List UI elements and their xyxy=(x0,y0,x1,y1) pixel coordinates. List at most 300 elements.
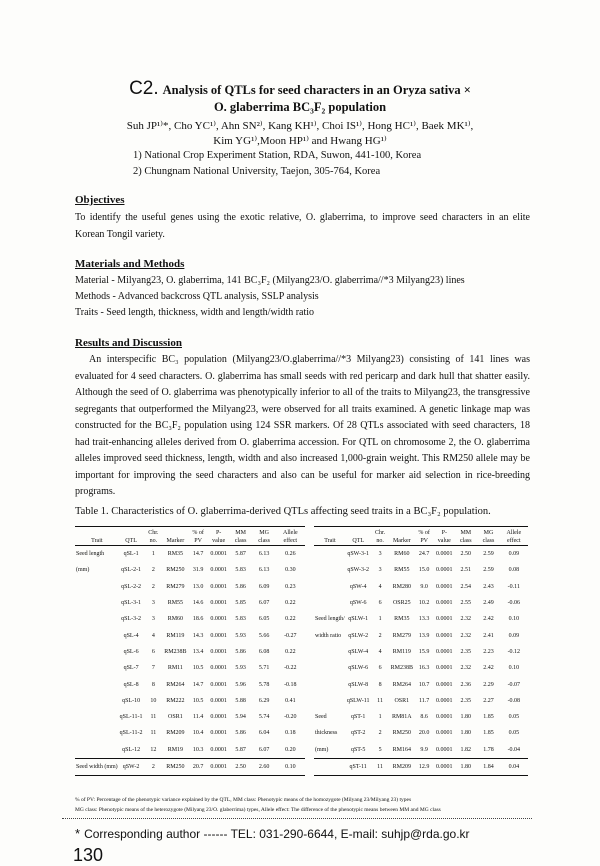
cell-mm: 2.35 xyxy=(460,697,472,704)
cell-mm: 2.50 xyxy=(235,764,246,770)
cell-mg: 2.23 xyxy=(483,648,494,655)
cell-p-value: 0.0001 xyxy=(210,616,227,623)
cell-mm: 2.36 xyxy=(460,681,472,688)
cell-chr: 6 xyxy=(151,648,155,655)
table-row xyxy=(75,693,305,709)
header-qtl: QTL xyxy=(125,538,137,544)
cell-qtl: qSL-4 xyxy=(123,632,139,639)
cell-p-value: 0.0001 xyxy=(436,632,453,639)
cell-marker: RM11 xyxy=(167,665,183,672)
cell-qtl: qSLW-8 xyxy=(348,681,369,688)
cell-pv: 12.9 xyxy=(418,764,430,770)
cell-allele: -0.04 xyxy=(507,746,521,753)
cell-mm: 1.80 xyxy=(460,764,472,770)
cell-marker: RM60 xyxy=(394,551,410,558)
cell-mg: 1.84 xyxy=(483,764,494,770)
cell-pv: 14.7 xyxy=(192,681,204,688)
table-row xyxy=(314,644,528,660)
table-row xyxy=(314,660,528,676)
cell-mm: 5.83 xyxy=(235,616,246,623)
cell-allele: -0.18 xyxy=(284,681,297,688)
cell-qtl: qSL-2-2 xyxy=(121,583,142,590)
cell-mg: 5.74 xyxy=(258,714,270,721)
table-row xyxy=(314,611,528,627)
cell-pv: 10.5 xyxy=(192,697,204,704)
cell-chr: 5 xyxy=(378,746,382,753)
cell-marker: RM35 xyxy=(394,616,410,623)
cell-allele: -0.11 xyxy=(507,583,520,590)
cell-trait xyxy=(75,709,119,725)
cell-chr: 11 xyxy=(150,730,157,737)
table-header-row xyxy=(75,527,305,546)
cell-marker: RM119 xyxy=(166,632,185,639)
cell-qtl: qST-11 xyxy=(349,764,367,770)
cell-allele: -0.06 xyxy=(507,600,521,607)
objectives-text: To identify the useful genes using the exotic relative, O. glaberrima, to improve seed characters in an elite Korean Tongil variety. xyxy=(75,212,530,240)
table-row xyxy=(75,676,305,692)
table-row xyxy=(75,758,305,775)
cell-chr: 2 xyxy=(378,730,382,737)
cell-marker: RM279 xyxy=(166,583,185,590)
table-row xyxy=(314,758,528,775)
cell-p-value: 0.0001 xyxy=(436,697,453,704)
cell-mm: 1.80 xyxy=(460,714,472,721)
table-row xyxy=(75,595,305,611)
cell-mm: 5.93 xyxy=(235,632,246,639)
cell-allele: 0.18 xyxy=(285,730,296,737)
cell-qtl: qSL-3-1 xyxy=(121,600,142,607)
cell-pv: 10.7 xyxy=(418,681,430,688)
cell-qtl: qSL-2-1 xyxy=(121,567,142,574)
cell-p-value: 0.0001 xyxy=(436,746,453,753)
title-text-1: Analysis of QTLs for seed characters in an Oryza sativa × xyxy=(162,83,471,97)
cell-p-value: 0.0001 xyxy=(436,567,453,574)
header-mg: MG class xyxy=(482,530,495,544)
table-row xyxy=(314,579,528,595)
cell-qtl: qSW-6 xyxy=(349,600,367,607)
cell-allele: 0.09 xyxy=(508,632,520,639)
cell-pv: 13.0 xyxy=(192,583,204,590)
cell-trait: Seed xyxy=(315,714,327,721)
table-row xyxy=(314,546,528,563)
cell-allele: 0.30 xyxy=(285,567,296,574)
cell-trait: (mm) xyxy=(76,567,90,574)
cell-mg: 6.09 xyxy=(258,583,270,590)
cell-qtl: qSL-1 xyxy=(123,551,139,558)
cell-allele: 0.10 xyxy=(508,616,520,623)
cell-mg: 2.60 xyxy=(258,764,270,770)
cell-chr: 12 xyxy=(150,746,157,753)
cell-allele: 0.22 xyxy=(285,648,296,655)
table-row xyxy=(75,627,305,643)
cell-marker: RM264 xyxy=(166,681,185,688)
cell-allele: -0.12 xyxy=(507,648,521,655)
cell-qtl: qSW-3-2 xyxy=(347,567,369,574)
cell-allele: 0.05 xyxy=(508,730,520,737)
cell-chr: 2 xyxy=(151,583,155,590)
cell-qtl: qSLW-2 xyxy=(348,632,369,639)
cell-chr: 3 xyxy=(151,616,155,623)
cell-p-value: 0.0001 xyxy=(210,681,227,688)
cell-mg: 6.07 xyxy=(258,600,270,607)
paper-title-line-1 xyxy=(0,78,600,100)
table-row xyxy=(75,644,305,660)
header-allele: Allele effect xyxy=(282,530,298,544)
cell-trait xyxy=(75,627,119,643)
cell-p-value: 0.0001 xyxy=(210,632,227,639)
cell-p-value: 0.0001 xyxy=(210,697,227,704)
cell-p-value: 0.0001 xyxy=(436,583,453,590)
cell-chr: 1 xyxy=(378,714,382,721)
cell-marker: RM250 xyxy=(166,567,185,574)
cell-chr: 4 xyxy=(378,583,382,590)
cell-pv: 16.3 xyxy=(418,665,430,672)
table-row xyxy=(314,627,528,643)
cell-marker: RM238B xyxy=(390,665,413,672)
cell-qtl: qSL-7 xyxy=(123,665,139,672)
paper-title-line-2: O. glaberrima BC₃F₂ population xyxy=(213,100,387,114)
cell-p-value: 0.0001 xyxy=(436,551,453,558)
cell-p-value: 0.0001 xyxy=(210,746,227,753)
cell-chr: 2 xyxy=(151,567,155,574)
cell-pv: 10.2 xyxy=(418,600,430,607)
cell-trait: (mm) xyxy=(315,746,329,753)
table-note-2: MG class: Phenotypic means of the heterozygote (Milyang 23/O. glaberrima) types, Allele effect: The difference of the phenotypic means between MM and MG class xyxy=(75,807,441,813)
cell-mm: 5.87 xyxy=(235,746,246,753)
cell-pv: 15.0 xyxy=(418,567,430,574)
header-p-value: P-value xyxy=(212,530,226,544)
cell-marker: RM55 xyxy=(167,600,184,607)
cell-qtl: qST-2 xyxy=(350,730,366,737)
cell-marker: OSR1 xyxy=(394,697,410,704)
cell-pv: 10.5 xyxy=(192,665,204,672)
cell-allele: -0.27 xyxy=(284,632,297,639)
corresponding-author xyxy=(75,826,470,841)
cell-mm: 2.54 xyxy=(460,583,472,590)
cell-pv: 13.3 xyxy=(418,616,430,623)
cell-allele: 0.04 xyxy=(508,764,520,770)
cell-qtl: qST-1 xyxy=(350,714,366,721)
table-row xyxy=(314,693,528,709)
cell-pv: 11.7 xyxy=(419,697,430,704)
asterisk-mark: * xyxy=(75,826,81,841)
cell-marker: RM209 xyxy=(166,730,185,737)
cell-trait: Seed length/ xyxy=(315,616,345,623)
cell-qtl: qSL-3-2 xyxy=(121,616,142,623)
cell-p-value: 0.0001 xyxy=(436,648,453,655)
cell-qtl: qSL-8 xyxy=(123,681,139,688)
cell-mg: 5.71 xyxy=(258,665,270,672)
cell-trait xyxy=(314,644,346,660)
header-pv: % of PV xyxy=(192,530,204,544)
table-row xyxy=(314,595,528,611)
header-marker: Marker xyxy=(392,538,411,544)
methods-line-methods: Methods - Advanced backcross QTL analysis, SSLP analysis xyxy=(75,291,319,302)
cell-allele: 0.05 xyxy=(508,714,520,721)
table-row xyxy=(314,709,528,725)
cell-mg: 2.29 xyxy=(483,681,494,688)
cell-chr: 1 xyxy=(151,551,155,558)
header-marker: Marker xyxy=(166,538,185,544)
cell-mg: 2.59 xyxy=(483,567,494,574)
cell-mg: 2.42 xyxy=(483,665,494,672)
cell-chr: 4 xyxy=(378,648,382,655)
cell-chr: 8 xyxy=(151,681,155,688)
cell-mm: 5.88 xyxy=(235,697,246,704)
cell-qtl: qSW-2 xyxy=(122,764,140,770)
cell-mg: 5.78 xyxy=(258,681,270,688)
cell-pv: 13.9 xyxy=(418,632,430,639)
cell-chr: 2 xyxy=(151,764,155,770)
cell-mm: 2.51 xyxy=(460,567,472,574)
cell-marker: RM164 xyxy=(392,746,411,753)
cell-qtl: qSW-3-1 xyxy=(347,551,369,558)
cell-pv: 11.4 xyxy=(192,714,204,721)
table-row xyxy=(314,742,528,759)
cell-marker: RM250 xyxy=(166,764,185,770)
cell-pv: 10.3 xyxy=(192,746,204,753)
cell-mg: 2.42 xyxy=(483,616,494,623)
cell-allele: 0.09 xyxy=(508,551,520,558)
table-row xyxy=(314,562,528,578)
header-qtl: QTL xyxy=(352,538,364,544)
table-row xyxy=(314,676,528,692)
cell-mg: 6.05 xyxy=(258,616,270,623)
cell-qtl: qSL-11-1 xyxy=(119,714,143,721)
cell-pv: 15.9 xyxy=(418,648,430,655)
header-mm: MM class xyxy=(234,530,247,544)
cell-allele: 0.10 xyxy=(508,665,520,672)
cell-mg: 2.41 xyxy=(483,632,494,639)
cell-marker: RM119 xyxy=(392,648,411,655)
cell-marker: RM264 xyxy=(392,681,411,688)
cell-p-value: 0.0001 xyxy=(210,600,227,607)
cell-allele: 0.22 xyxy=(285,600,296,607)
cell-trait: Seed length xyxy=(76,551,105,558)
cell-mm: 2.35 xyxy=(460,648,472,655)
cell-trait xyxy=(75,644,119,660)
cell-mg: 2.59 xyxy=(483,551,494,558)
cell-chr: 3 xyxy=(378,551,382,558)
cell-qtl: qSL-10 xyxy=(122,697,141,704)
cell-mg: 1.78 xyxy=(483,746,494,753)
cell-allele: -0.08 xyxy=(507,697,521,704)
cell-allele: 0.08 xyxy=(508,567,520,574)
cell-chr: 3 xyxy=(151,600,155,607)
qtl-table-left xyxy=(75,526,305,776)
cell-chr: 10 xyxy=(150,697,157,704)
table-row xyxy=(75,709,305,725)
qtl-table-right xyxy=(314,526,528,776)
header-trait: Trait xyxy=(324,538,336,544)
cell-trait xyxy=(75,595,119,611)
table-row xyxy=(75,546,305,563)
cell-marker: OSR1 xyxy=(168,714,183,721)
cell-mm: 1.82 xyxy=(460,746,472,753)
cell-mm: 2.55 xyxy=(460,600,472,607)
cell-trait xyxy=(75,579,119,595)
header-mg: MG class xyxy=(258,530,270,544)
cell-mg: 6.13 xyxy=(258,567,270,574)
cell-p-value: 0.0001 xyxy=(436,600,453,607)
cell-qtl: qSL-6 xyxy=(123,648,139,655)
cell-trait xyxy=(314,595,346,611)
cell-mg: 1.85 xyxy=(483,714,494,721)
cell-qtl: qSLW-1 xyxy=(348,616,369,623)
table-row xyxy=(314,725,528,741)
cell-p-value: 0.0001 xyxy=(210,714,227,721)
cell-allele: 0.41 xyxy=(285,697,296,704)
cell-chr: 8 xyxy=(378,681,382,688)
methods-heading: Materials and Methods xyxy=(75,258,185,270)
cell-chr: 2 xyxy=(378,632,382,639)
cell-mg: 6.13 xyxy=(258,551,270,558)
cell-p-value: 0.0001 xyxy=(436,681,453,688)
table-row xyxy=(75,742,305,759)
cell-trait xyxy=(314,758,346,775)
cell-trait xyxy=(314,660,346,676)
header-trait: Trait xyxy=(91,538,103,544)
cell-pv: 18.6 xyxy=(192,616,204,623)
affiliation-2: 2) Chungnam National University, Taejon, 305-764, Korea xyxy=(133,166,381,177)
page-number: 130 xyxy=(73,845,104,865)
cell-pv: 8.6 xyxy=(420,714,428,721)
footer-divider xyxy=(62,818,532,819)
cell-marker: RM60 xyxy=(167,616,184,623)
cell-p-value: 0.0001 xyxy=(210,730,227,737)
cell-mm: 5.87 xyxy=(235,551,246,558)
cell-chr: 11 xyxy=(377,697,383,704)
cell-mm: 5.96 xyxy=(235,681,246,688)
cell-mm: 1.80 xyxy=(460,730,472,737)
cell-pv: 31.9 xyxy=(192,567,204,574)
cell-allele: -0.20 xyxy=(284,714,297,721)
header-allele: Allele effect xyxy=(506,530,522,544)
cell-mg: 6.07 xyxy=(258,746,270,753)
cell-qtl: qST-5 xyxy=(350,746,366,753)
cell-chr: 11 xyxy=(150,714,157,721)
cell-p-value: 0.0001 xyxy=(210,583,227,590)
header-mm: MM class xyxy=(459,530,472,544)
cell-trait xyxy=(75,611,119,627)
cell-mm: 2.50 xyxy=(460,551,472,558)
cell-marker: RM222 xyxy=(166,697,185,704)
cell-mg: 5.66 xyxy=(258,632,270,639)
cell-mm: 2.32 xyxy=(460,616,472,623)
cell-trait xyxy=(75,725,119,741)
cell-trait: Seed width (mm) xyxy=(76,764,118,770)
cell-p-value: 0.0001 xyxy=(436,730,453,737)
cell-pv: 14.3 xyxy=(192,632,204,639)
cell-trait xyxy=(314,546,346,563)
cell-trait xyxy=(314,676,346,692)
author-list-line-1: Suh JP¹⁾*, Cho YC¹⁾, Ahn SN²⁾, Kang KH¹⁾, Choi IS¹⁾, Hong HC¹⁾, Baek MK¹⁾, xyxy=(126,120,474,132)
cell-trait xyxy=(75,676,119,692)
cell-allele: 0.22 xyxy=(285,616,296,623)
results-heading: Results and Discussion xyxy=(75,337,182,349)
cell-allele: -0.07 xyxy=(507,681,521,688)
cell-p-value: 0.0001 xyxy=(436,616,453,623)
header-chr: Chr. no. xyxy=(374,530,386,544)
cell-pv: 13.4 xyxy=(192,648,204,655)
header-p-value: P-value xyxy=(437,530,451,544)
cell-chr: 1 xyxy=(378,616,382,623)
cell-mg: 2.49 xyxy=(483,600,494,607)
cell-p-value: 0.0001 xyxy=(210,764,227,770)
cell-pv: 20.0 xyxy=(418,730,430,737)
author-list-line-2: Kim YG¹⁾,Moon HP¹⁾ and Hwang HG¹⁾ xyxy=(213,135,387,147)
section-code: C2. xyxy=(129,78,159,99)
cell-mg: 6.29 xyxy=(258,697,270,704)
cell-chr: 11 xyxy=(377,764,383,770)
cell-chr: 3 xyxy=(378,567,382,574)
table-header-row xyxy=(314,527,528,546)
objectives-heading: Objectives xyxy=(75,194,125,206)
table-caption: Table 1. Characteristics of O. glaberrima-derived QTLs affecting seed traits in a BC₃F₂ population. xyxy=(75,506,491,517)
cell-trait xyxy=(314,579,346,595)
cell-mm: 5.93 xyxy=(235,665,246,672)
cell-p-value: 0.0001 xyxy=(210,551,227,558)
cell-pv: 14.6 xyxy=(192,600,204,607)
cell-allele: 0.23 xyxy=(285,583,296,590)
cell-mm: 5.86 xyxy=(235,583,246,590)
cell-marker: RM279 xyxy=(392,632,411,639)
cell-mm: 5.94 xyxy=(235,714,246,721)
cell-marker: RM81A xyxy=(391,714,412,721)
cell-p-value: 0.0001 xyxy=(210,648,227,655)
cell-marker: RM35 xyxy=(167,551,184,558)
cell-qtl: qSL-11-2 xyxy=(119,730,143,737)
cell-chr: 7 xyxy=(151,665,155,672)
cell-p-value: 0.0001 xyxy=(436,714,453,721)
cell-marker: RM280 xyxy=(392,583,411,590)
cell-trait xyxy=(75,742,119,759)
cell-pv: 9.0 xyxy=(420,583,428,590)
table-row xyxy=(75,660,305,676)
cell-qtl: qSW-4 xyxy=(349,583,367,590)
cell-allele: 0.20 xyxy=(285,746,296,753)
cell-p-value: 0.0001 xyxy=(210,665,227,672)
cell-p-value: 0.0001 xyxy=(436,665,453,672)
table-row xyxy=(75,562,305,578)
cell-trait: width ratio xyxy=(315,632,342,639)
cell-marker: RM238B xyxy=(164,648,187,655)
cell-chr: 4 xyxy=(151,632,155,639)
cell-pv: 20.7 xyxy=(192,764,204,770)
cell-p-value: 0.0001 xyxy=(210,567,227,574)
cell-p-value: 0.0001 xyxy=(436,764,453,770)
cell-trait: thickness xyxy=(315,730,338,737)
cell-qtl: qSLW-6 xyxy=(348,665,369,672)
cell-allele: 0.26 xyxy=(285,551,296,558)
table-row xyxy=(75,579,305,595)
cell-qtl: qSLW-11 xyxy=(346,697,370,704)
header-chr: Chr. no. xyxy=(148,530,159,544)
cell-marker: RM250 xyxy=(392,730,411,737)
cell-mg: 1.85 xyxy=(483,730,494,737)
cell-marker: OSR25 xyxy=(392,600,411,607)
cell-pv: 24.7 xyxy=(418,551,430,558)
cell-mm: 5.86 xyxy=(235,730,246,737)
methods-line-material: Material - Milyang23, O. glaberrima, 141 BC₃F₂ (Milyang23/O. glaberrima//*3 Milyang23) lines xyxy=(75,275,465,286)
cell-chr: 6 xyxy=(378,600,382,607)
cell-mg: 2.27 xyxy=(483,697,494,704)
cell-mg: 6.08 xyxy=(258,648,270,655)
cell-chr: 6 xyxy=(378,665,382,672)
cell-mm: 5.85 xyxy=(235,600,246,607)
cell-mm: 2.32 xyxy=(460,665,472,672)
cell-mm: 5.83 xyxy=(235,567,246,574)
